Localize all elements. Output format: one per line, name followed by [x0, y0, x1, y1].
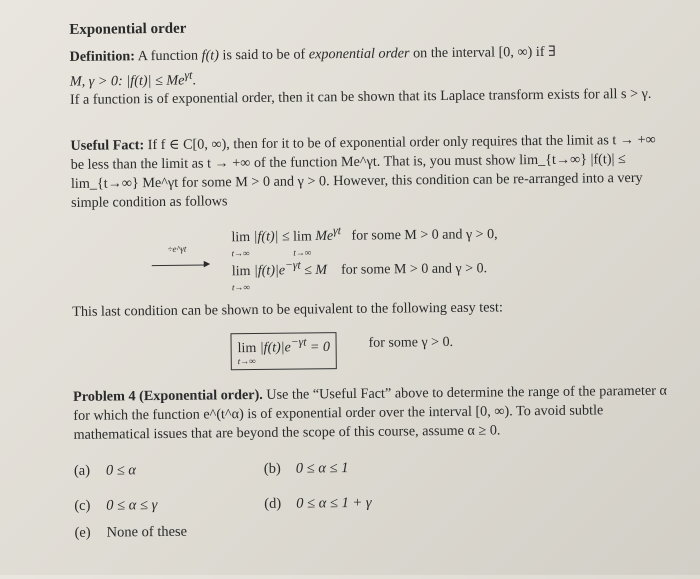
box-body: |f(t)|e [259, 340, 291, 356]
page-title: Exponential order [69, 20, 187, 38]
box-sub: t→∞ [237, 355, 256, 366]
option-key: (c) [74, 497, 91, 514]
option-text: None of these [106, 523, 188, 541]
box-lim: lim [237, 340, 257, 356]
useful-fact-text: If f ∈ C[0, ∞), then for it to be of exponential order only requires that the limit as t → +∞ be less than the limit as t → +∞ of the function Me^γt. That is, you must show lim_{t→∞} |f(t)| ≤ lim_{t→∞} Me^γt for some M > 0 and γ > 0. However, this condition can be re-arranged into a very simple condition as follows [70, 131, 656, 211]
laplace-paragraph: If a function is of exponential order, then it can be shown that its Laplace transform exists for all s > γ. [69, 85, 652, 108]
option-text: 0 ≤ α ≤ 1 [295, 460, 349, 477]
boxed-equation [230, 332, 337, 370]
eq1-lhs: |f(t)| ≤ [253, 229, 294, 245]
option-key: (b) [263, 460, 281, 477]
option-e [74, 524, 187, 542]
arrow-label: ÷e^γt [167, 243, 187, 254]
boxed-condition: for some γ > 0. [368, 334, 454, 351]
definition-text-post: on the interval [0, ∞) if ∃ [409, 43, 556, 62]
eq1-sub: t→∞ [231, 247, 250, 258]
eq1-lim2: lim [293, 229, 312, 245]
problem-label: Problem 4 (Exponential order). [73, 386, 263, 405]
option-key: (d) [264, 495, 282, 512]
eq2-sub: t→∞ [231, 281, 250, 292]
eq1-cond: for some M > 0 and γ > 0, [351, 227, 498, 244]
definition-period: . [192, 72, 197, 89]
eq2-lim: lim [231, 263, 251, 279]
definition-exponent: γt [184, 67, 193, 82]
definition-term: exponential order [308, 45, 410, 63]
definition-func: f(t) [201, 47, 220, 64]
option-b [264, 460, 349, 478]
definition-paragraph [69, 42, 669, 92]
definition-condition: M, γ > 0: |f(t)| ≤ Me [69, 72, 185, 90]
option-c [74, 497, 157, 515]
problem-paragraph [73, 382, 674, 445]
eq1-lim: lim [231, 229, 251, 245]
option-text: 0 ≤ α ≤ γ [106, 497, 158, 514]
eq2-sup: −γt [284, 258, 301, 272]
problem-text: Use the “Useful Fact” above to determine the range of the parameter α for which the function e^(t^α) is of exponential order over the interval [0, ∞). To avoid subtle mathematical issues that are beyond the scope of this course, assume α ≥ 0. [73, 382, 667, 443]
definition-text-mid: is said to be of [218, 46, 309, 64]
useful-fact-paragraph [70, 131, 671, 213]
option-a [74, 462, 136, 480]
box-rhs: = 0 [306, 339, 331, 356]
option-key: (e) [74, 524, 91, 541]
definition-text-pre: A function [137, 47, 202, 65]
option-d [264, 495, 371, 513]
eq1-rhs: Me [311, 228, 334, 245]
definition-label: Definition: [69, 48, 136, 65]
eq1-sub2: t→∞ [293, 247, 312, 258]
eq2-body: |f(t)|e [253, 263, 286, 279]
eq2-cond: for some M > 0 and γ > 0. [340, 261, 488, 278]
option-key: (a) [73, 462, 91, 479]
eq1-sup: γt [333, 224, 342, 238]
eq2-rhs: ≤ M [300, 262, 328, 279]
equation-1 [231, 220, 498, 258]
option-text: 0 ≤ α [105, 462, 137, 479]
divide-arrow: ÷e^γt ▸ [152, 255, 211, 272]
box-sup: −γt [290, 335, 307, 349]
equation-2 [231, 255, 488, 292]
useful-fact-label: Useful Fact: [70, 137, 145, 154]
last-condition-paragraph: This last condition can be shown to be equivalent to the following easy test: [72, 299, 503, 320]
option-text: 0 ≤ α ≤ 1 + γ [296, 494, 372, 512]
